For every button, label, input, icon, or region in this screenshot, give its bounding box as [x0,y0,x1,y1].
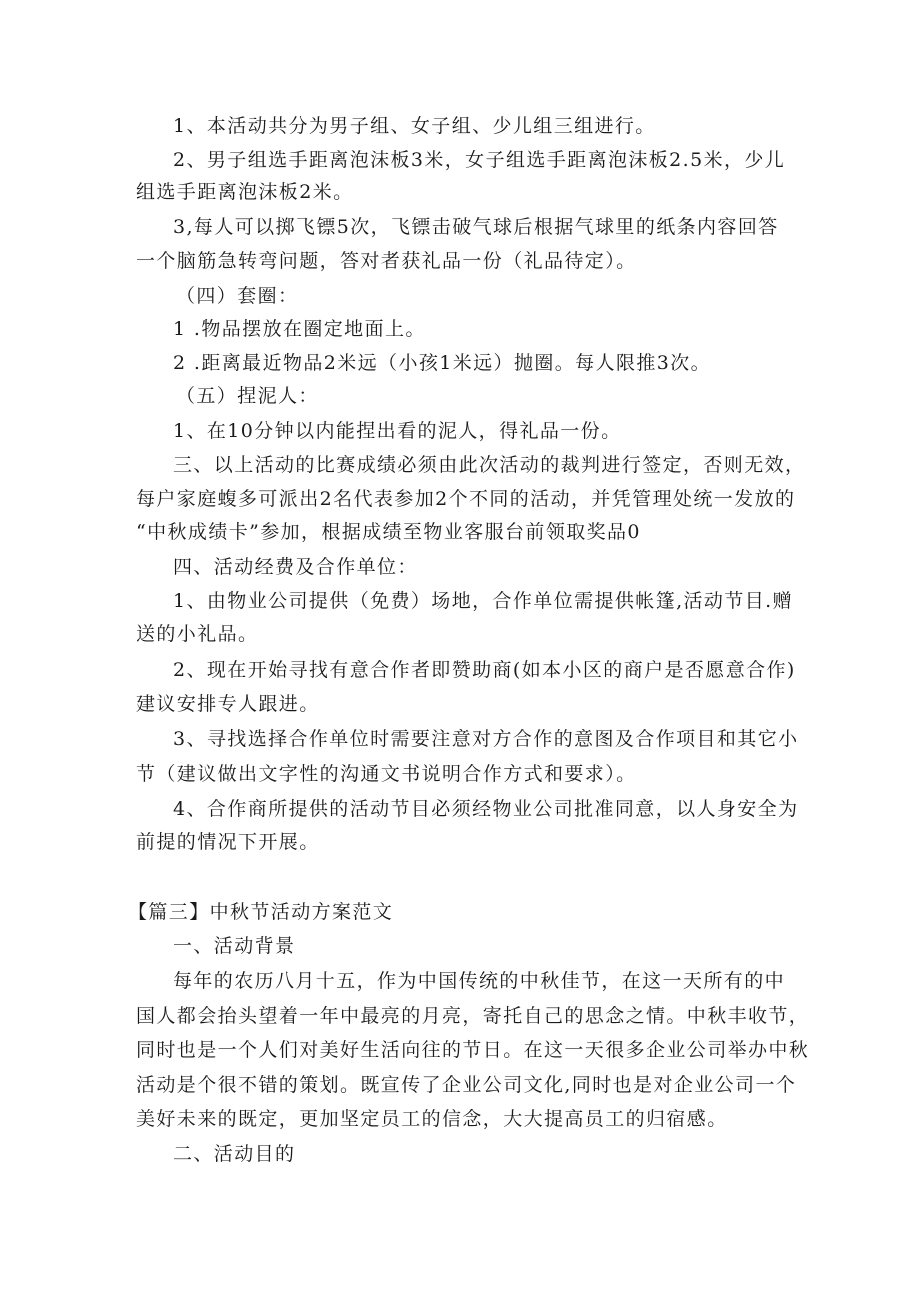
paragraph-line: 1 .物品摆放在圈定地面上。 [173,318,426,340]
paragraph-line: 组选手距离泡沫板2米。 [136,181,354,203]
paragraph-line: 美好未来的既定，更加坚定员工的信念，大大提高员工的归宿感。 [136,1108,728,1130]
paragraph-line: 前提的情况下开展。 [136,831,320,853]
section-heading: （五）捏泥人： [176,385,319,407]
paragraph-line: 1、本活动共分为男子组、女子组、少儿组三组进行。 [173,115,656,137]
paragraph-line: 2、男子组选手距离泡沫板3米，女子组选手距离泡沫板2.5米，少儿 [173,149,786,171]
paragraph-line: 国人都会抬头望着一年中最亮的月亮，寄托自己的思念之情。中秋丰收节， [136,1005,810,1027]
paragraph-line: 1、由物业公司提供（免费）场地，合作单位需提供帐篷,活动节目.赠 [173,590,793,612]
section-heading: 一、活动背景 [173,935,296,957]
paragraph-line: 三、以上活动的比赛成绩必须由此次活动的裁判进行签定，否则无效， [173,454,806,476]
paragraph-line: 3,每人可以掷飞镖5次，飞镖击破气球后根据气球里的纸条内容回答 [173,216,779,238]
paragraph-line: 3、寻找选择合作单位时需要注意对方合作的意图及合作项目和其它小 [173,728,799,750]
paragraph-line: 一个脑筋急转弯问题，答对者获礼品一份（礼品待定）。 [136,250,637,272]
paragraph-line: 每年的农历八月十五，作为中国传统的中秋佳节，在这一天所有的中 [173,970,786,992]
section-heading: 四、活动经费及合作单位： [173,556,418,578]
paragraph-line: 同时也是一个人们对美好生活向往的节日。在这一天很多企业公司举办中秋 [136,1039,810,1061]
section-heading: （四）套圈： [176,285,299,307]
paragraph-line: 送的小礼品。 [136,623,259,645]
paragraph-line: 活动是个很不错的策划。既宣传了企业公司文化,同时也是对企业公司一个 [136,1074,797,1096]
paragraph-line: 每户家庭蝮多可派出2名代表参加2个不同的活动，并凭管理处统一发放的 [136,488,796,510]
paragraph-line: “中秋成绩卡”参加，根据成绩至物业客服台前领取奖品0 [136,521,641,543]
paragraph-line: 节（建议做出文字性的沟通文书说明合作方式和要求）。 [136,763,637,785]
paragraph-line: 4、合作商所提供的活动节目必须经物业公司批准同意，以人身安全为 [173,798,799,820]
paragraph-line: 建议安排专人跟进。 [136,693,320,715]
paragraph-line: 1、在10分钟以内能捏出看的泥人，得礼品一份。 [173,420,622,442]
section-heading: 二、活动目的 [173,1143,296,1165]
paragraph-line: 2 .距离最近物品2米远（小孩1米远）抛圈。每人限推3次。 [173,352,712,374]
article-title: 【篇三】中秋节活动方案范文 [128,901,394,923]
paragraph-line: 2、现在开始寻找有意合作者即赞助商(如本小区的商户是否愿意合作) [173,659,796,681]
